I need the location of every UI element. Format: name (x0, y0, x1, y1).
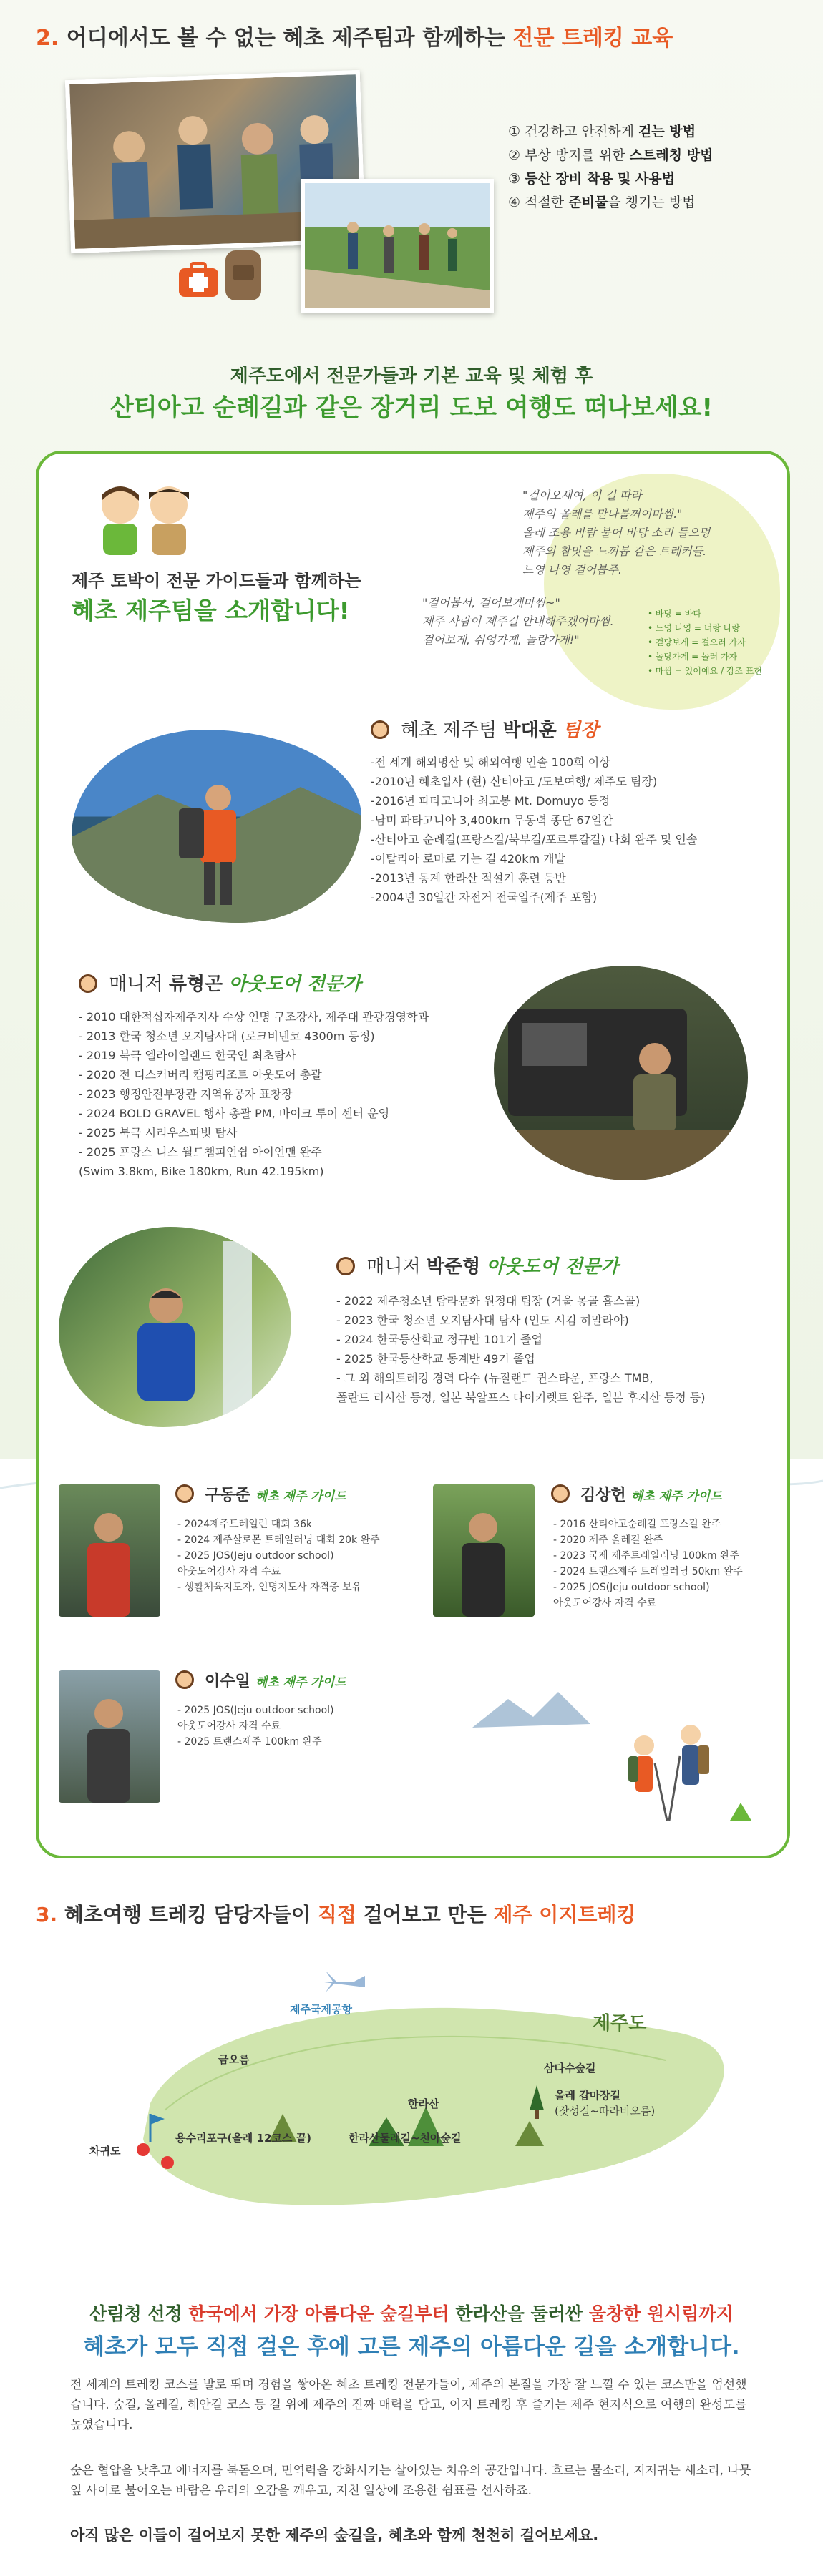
map-label-yongsu: 용수리포구(올레 12코스 끝) (175, 2132, 311, 2145)
guide3-career: - 2025 JOS(Jeju outdoor school) 아웃도어강사 자격 수료 - 2025 트랜스제주 100km 완주 (177, 1705, 334, 1748)
bottom-paragraph-1: 전 세계의 트레킹 코스를 발로 뛰며 경험을 쌓아온 혜초 트레킹 전문가들이, 제주의 본질을 가장 잘 느낄 수 있는 코스만을 엄선했습니다. 숲길, 올레길, 해안길 코스 등 길 위에 제주의 진짜 매력을 담고, 이지 트레킹 후 즐기는 제주 현지식으로 여행의 완성도를 높였습니다. (70, 2378, 747, 2432)
manager2-name: 매니저 박준형 아웃도어 전문가 (336, 1252, 618, 1278)
face-icon (175, 1670, 194, 1689)
guide3-name: 이수일 혜초 제주 가이드 (175, 1669, 346, 1691)
leader-hiker-illustration (72, 730, 361, 923)
education-photo-trail (301, 179, 494, 313)
dialect-legend: • 바당 = 바다 • 느영 나영 = 너랑 나랑 • 걷당보게 = 걸으러 가자 • 놀당가게 = 놀러 가자 • 마씸 = 있어예요 / 강조 표현 (648, 609, 762, 676)
manager2-career: - 2022 제주청소년 탐라문화 원정대 팀장 (거울 몽골 흡스골) - 2023 한국 청소년 오지탐사대 탐사 (인도 시킴 히말라야) - 2024 한국등산학교 정규반 101기 졸업 - 2025 한국등산학교 동계반 49기 졸업 - 그 외 해외트레킹 경력 다수 (뉴질랜드 퀸스타운, 프랑스 TMB, 폴란드 리시산 등정, 일본 북알프스 다이키렛토 완주, 일본 후지산 등정 등) (336, 1294, 706, 1404)
bottom-paragraph-2: 숲은 혈압을 낮추고 에너지를 북돋으며, 면역력을 강화시키는 살아있는 치유의 공간입니다. 흐르는 물소리, 지저귀는 새소리, 나뭇잎 사이로 불어오는 바람은 우리의 오감을 깨우고, 지친 일상에 조용한 쉼표를 선사하죠. (70, 2464, 751, 2498)
face-icon (175, 1484, 194, 1503)
guide2-name: 김상헌 혜초 제주 가이드 (551, 1483, 722, 1505)
map-label-olle-line1: 올레 갑마장길 (555, 2089, 621, 2102)
map-label-chagwido: 차귀도 (89, 2145, 121, 2158)
gear-icon-set (175, 236, 268, 308)
section2-title (36, 20, 673, 52)
section2-title-plain: 어디에서도 볼 수 없는 혜초 제주팀과 함께하는 (66, 26, 506, 51)
education-list (508, 120, 713, 215)
leader-career: -전 세계 해외명산 및 해외여행 인솔 100회 이상 -2010년 혜초입사 (현) 산티아고 /도보여행/ 제주도 팀장) -2016년 파타고니아 최고봉 Mt. Domuyo 등정 -남미 파타고니아 3,400km 무동력 종단 67일간 -산티아고 순례길(프랑스길/북부길/포르투갈길) 다회 완주 및 인솔 -이탈리아 로마로 가는 길 420km 개발 -2013년 동계 한라산 적설기 훈련 등반 -2004년 30일간 자전거 전국일주(제주 포함) (371, 755, 698, 904)
face-icon (336, 1257, 355, 1275)
section2-title-highlight: 전문 트레킹 교육 (512, 26, 673, 51)
map-label-hallasan-trail: 한라산둘레길~천아숲길 (349, 2132, 462, 2145)
section2-number: 2. (36, 26, 59, 51)
leader-name: 혜초 제주팀 박대훈 팀장 (371, 715, 598, 742)
education-item-4: ④ 적절한 준비물을 챙기는 방법 (508, 195, 696, 210)
bottom-headline-1: 산림청 선정 한국에서 가장 아름다운 숲길부터 한라산을 둘러싼 울창한 원시림까지 (89, 2303, 734, 2324)
map-label-samdasu: 삼다수숲길 (544, 2062, 596, 2075)
education-item-3: ③ 등산 장비 착용 및 사용법 (508, 171, 676, 187)
manager1-career: - 2010 대한적십자제주지사 수상 인명 구조강사, 제주대 관광경영학과 - 2013 한국 청소년 오지탐사대 (로크비넨코 4300m 등정) - 2019 북극 엘라이일랜드 한국인 최초탐사 - 2020 전 디스커버리 캠핑리조트 아웃도어 총괄 - 2023 행정안전부장관 지역유공자 표창장 - 2024 BOLD GRAVEL 행사 총괄 PM, 바이크 투어 센터 운영 - 2025 북극 시리우스파빗 탐사 - 2025 프랑스 니스 월드챔피언쉽 아이언맨 완주 (Swim 3.8km, Bike 180km, Run 42.195km) (79, 1010, 429, 1178)
face-icon (371, 720, 389, 739)
tagline-line2: 산티아고 순례길과 같은 장거리 도보 여행도 떠나보세요! (110, 393, 713, 422)
plane-icon (318, 1971, 365, 1992)
guide1-career: - 2024제주트레일런 대회 36k - 2024 제주살로몬 트레일러닝 대회 20k 완주 - 2025 JOS(Jeju outdoor school) 아웃도어강사 자격 수료 - 생활체육지도자, 인명지도사 자격증 보유 (177, 1519, 380, 1593)
section3-title: 3. 혜초여행 트레킹 담당자들이 직접 걸어보고 만든 제주 이지트레킹 (36, 1903, 636, 1926)
face-icon (551, 1484, 570, 1503)
guide1-photo (59, 1484, 160, 1617)
education-item-1: ① 건강하고 안전하게 걷는 방법 (508, 124, 696, 139)
map-label-olle-line2: (잣성길~따라비오름) (555, 2105, 656, 2117)
guide2-career: - 2016 산티아고순례길 프랑스길 완주 - 2020 제주 올레길 완주 - 2023 국제 제주트레일러닝 100km 완주 - 2024 트랜스제주 트레일러닝 50km 완주 - 2025 JOS(Jeju outdoor school) 아웃도어강사 자격 수료 (553, 1519, 743, 1609)
tagline-line1: 제주도에서 전문가들과 기본 교육 및 체험 후 (230, 366, 593, 387)
bottom-final-line: 아직 많은 이들이 걸어보지 못한 제주의 숲길을, 혜초와 함께 천천히 걸어보세요. (70, 2527, 599, 2544)
leader-photo (72, 730, 361, 923)
map-label-hallasan: 한라산 (408, 2097, 439, 2110)
dialect-note-text2: "걸어봅서, 걸어보게마씸~" 제주 사람이 제주길 안내해주겠어마씸. 걸어보게, 쉬엉가게, 놀랑가게!" (422, 596, 614, 647)
hikers-mountain-illustration (465, 1678, 766, 1831)
dialect-note-text1: "걸어오세여, 이 길 따라 제주의 올레를 만나볼꺼여마씸." 올레 조용 바람 불어 바당 소리 들으멍 제주의 참맛을 느껴봅 같은 트레커들. 느영 나영 걸어봅주. (522, 489, 711, 577)
team-intro-line1: 제주 토박이 전문 가이드들과 함께하는 (72, 571, 361, 591)
education-item-2: ② 부상 방지를 위한 스트레칭 방법 (508, 147, 714, 163)
bottom-headline-2: 혜초가 모두 직접 걸은 후에 고른 제주의 아름다운 길을 소개합니다. (83, 2334, 740, 2360)
map-label-island: 제주도 (593, 2013, 647, 2034)
map-label-geumoreum: 금오름 (218, 2053, 250, 2066)
guides-avatar-icon (84, 478, 206, 557)
manager1-name: 매니저 류형곤 아웃도어 전문가 (79, 969, 361, 996)
face-icon (79, 974, 97, 993)
guide1-name: 구동준 혜초 제주 가이드 (175, 1483, 346, 1505)
team-intro-line2: 혜초 제주팀을 소개합니다! (72, 597, 350, 625)
map-label-airport: 제주국제공항 (290, 2003, 352, 2016)
guide2-photo (433, 1484, 535, 1617)
guide3-photo (59, 1670, 160, 1803)
hikers-illustration (305, 183, 490, 308)
